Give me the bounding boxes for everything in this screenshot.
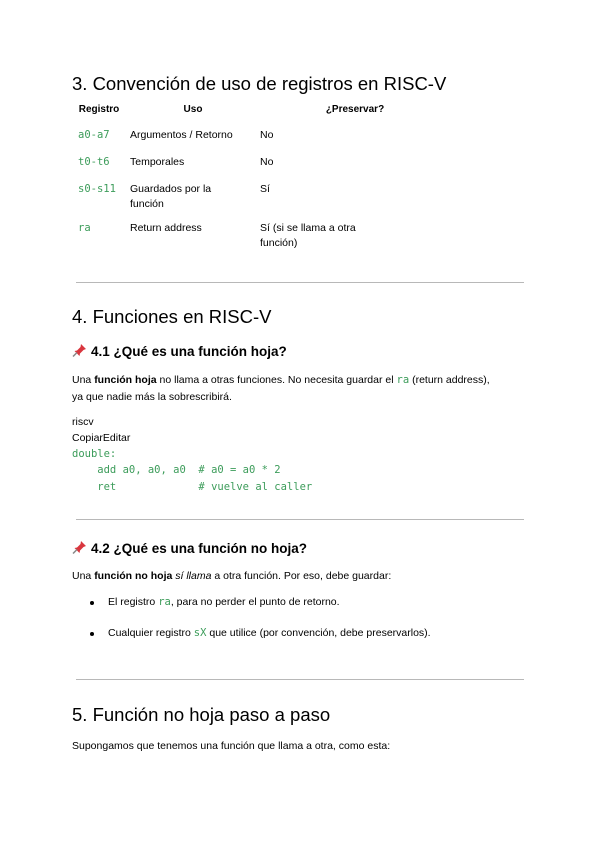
table-row bbox=[72, 170, 430, 212]
divider bbox=[76, 519, 524, 520]
cell-reg: ra bbox=[78, 222, 91, 234]
non-leaf-function-paragraph: Una función no hoja sí llama a otra función. Por eso, debe guardar: bbox=[72, 570, 392, 582]
code-line: ret # vuelve al caller bbox=[72, 481, 313, 493]
subsection-4-2-title: 4.2 ¿Qué es una función no hoja? bbox=[72, 540, 307, 556]
leaf-function-paragraph: Una función hoja no llama a otras funciones. No necesita guardar el ra (return address), ya que nadie más la sobrescribirá. bbox=[72, 374, 490, 403]
bullet-dot bbox=[90, 601, 94, 605]
bullet-dot bbox=[90, 632, 94, 636]
col-header-uso: Uso bbox=[183, 104, 203, 115]
cell-reg: s0-s11 bbox=[78, 183, 116, 195]
cell-preservar: No bbox=[260, 129, 274, 141]
code-line-label: double: bbox=[72, 448, 117, 460]
table-row bbox=[72, 212, 430, 251]
copy-edit-button[interactable]: CopiarEditar bbox=[72, 432, 131, 444]
pushpin-icon bbox=[72, 343, 89, 357]
cell-uso: Return address bbox=[130, 222, 202, 234]
registers-table bbox=[72, 102, 430, 251]
cell-reg: a0-a7 bbox=[78, 129, 110, 141]
cell-uso: Guardados por la función bbox=[130, 183, 212, 210]
col-header-preservar: ¿Preservar? bbox=[325, 104, 385, 115]
code-line: add a0, a0, a0 # a0 = a0 * 2 bbox=[72, 464, 281, 476]
code-language-label: riscv bbox=[72, 416, 94, 428]
divider bbox=[76, 282, 524, 283]
divider bbox=[76, 679, 524, 680]
cell-preservar: No bbox=[260, 156, 274, 168]
col-header-registro: Registro bbox=[78, 104, 120, 115]
cell-uso: Temporales bbox=[130, 156, 185, 168]
table-header-row bbox=[72, 102, 430, 118]
section-5-paragraph: Supongamos que tenemos una función que llama a otra, como esta: bbox=[72, 740, 391, 752]
pushpin-icon bbox=[72, 540, 89, 554]
table-row bbox=[72, 118, 430, 143]
table-row bbox=[72, 143, 430, 170]
cell-reg: t0-t6 bbox=[78, 156, 110, 168]
cell-preservar: Sí (si se llama a otra función) bbox=[260, 222, 356, 249]
section-3-title: 3. Convención de uso de registros en RISC-V bbox=[72, 73, 447, 94]
subsection-4-1-title: 4.1 ¿Qué es una función hoja? bbox=[72, 343, 287, 359]
section-4-title: 4. Funciones en RISC-V bbox=[72, 306, 272, 327]
cell-uso: Argumentos / Retorno bbox=[130, 129, 233, 141]
section-5-title: 5. Función no hoja paso a paso bbox=[72, 704, 331, 725]
cell-preservar: Sí bbox=[260, 183, 270, 195]
